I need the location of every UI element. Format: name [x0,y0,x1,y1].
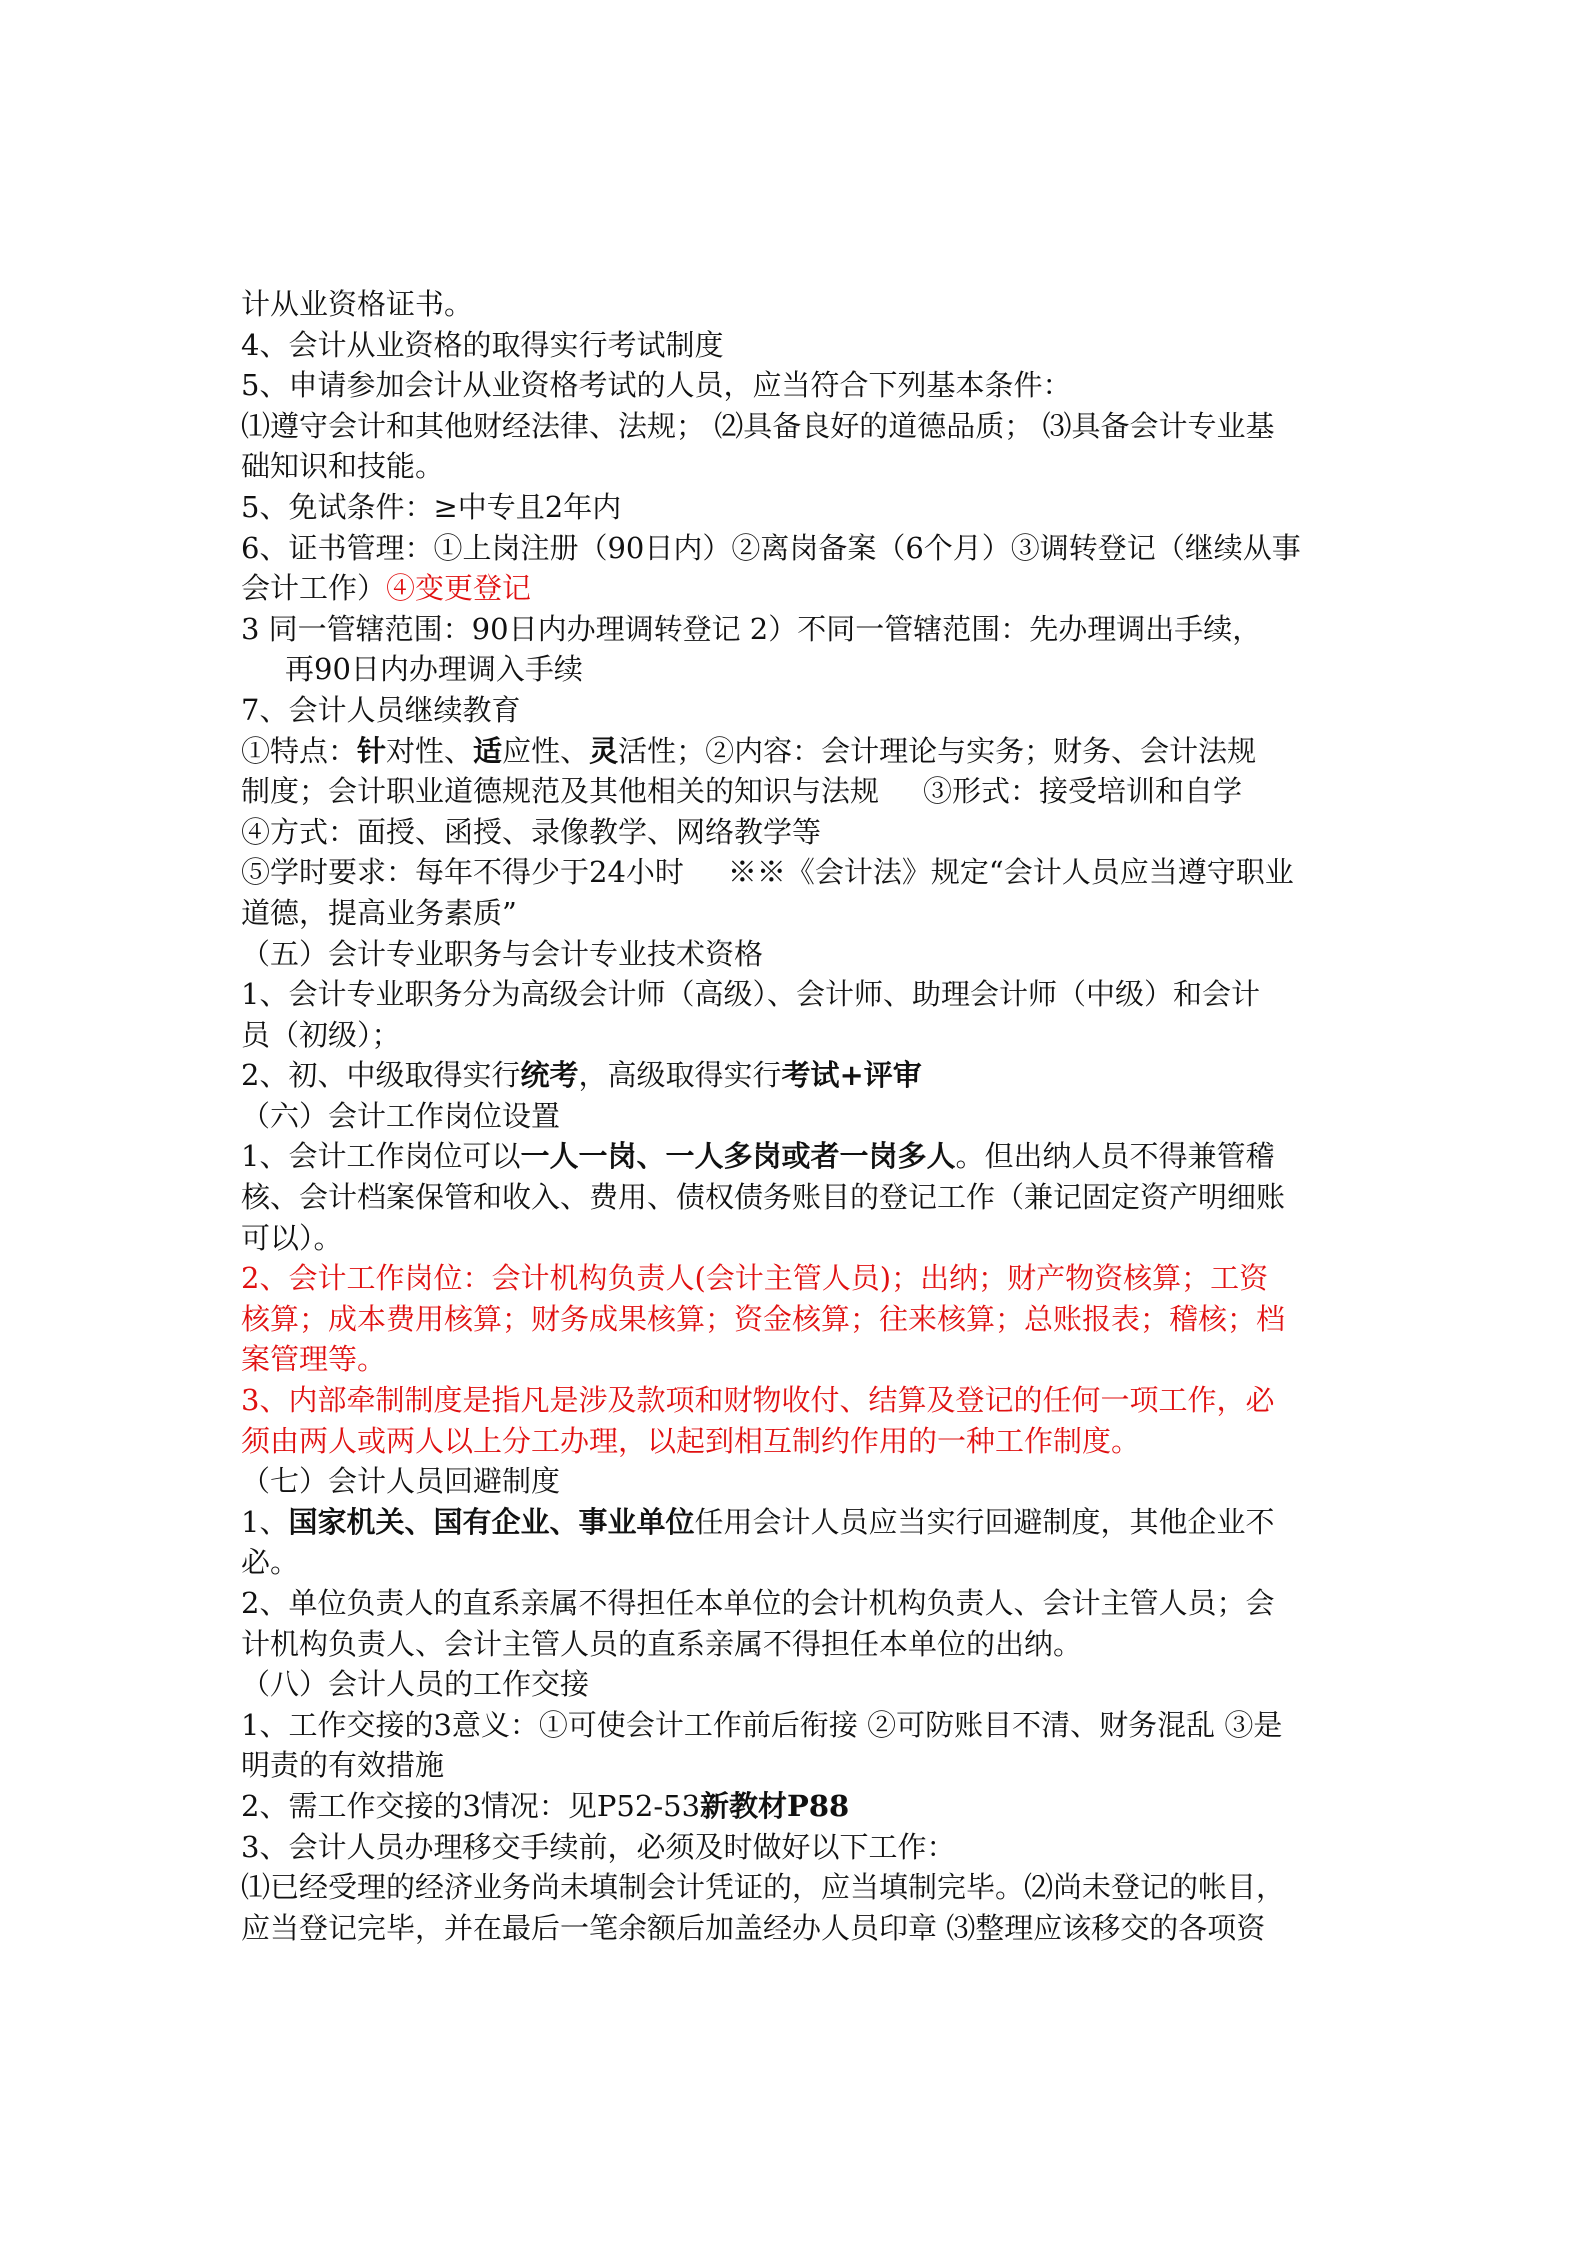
text-line: 必。 [241,1545,300,1580]
section-heading: （七）会计人员回避制度 [241,1464,561,1499]
text-line: ⑴遵守会计和其他财经法律、法规； ⑵具备良好的道德品质； ⑶具备会计专业基 [241,408,1275,443]
bold-text: 国家机关、国有企业、事业单位 [288,1504,695,1539]
text-segment: ①特点： [241,733,358,768]
text-line: 3 同一管辖范围：90日内办理调转登记 2）不同一管辖范围：先办理调出手续， [241,611,1262,646]
text-line [241,731,1361,772]
bold-text: 适 [473,733,503,768]
text-line: 计从业资格证书。 [241,287,474,321]
text-segment: 制度；会计职业道德规范及其他相关的知识与法规 [241,774,880,809]
bold-text: 灵 [589,733,619,768]
text-segment: ③形式：接受培训和自学 [923,774,1243,809]
text-segment: 。但出纳人员不得兼管稽 [955,1139,1275,1174]
text-segment: 对性、 [386,733,474,768]
text-line: 道德，提高业务素质” [241,895,517,930]
text-line [241,771,1361,812]
text-line [241,1055,1361,1096]
text-segment: 应性、 [502,733,590,768]
text-segment: 会计工作） [241,571,387,606]
bold-text: 针 [357,733,387,768]
text-line: 3、会计人员办理移交手续前，必须及时做好以下工作： [241,1829,956,1864]
text-line: 4、会计从业资格的取得实行考试制度 [241,327,724,362]
text-line: ④方式：面授、函授、录像教学、网络教学等 [241,814,822,849]
bold-text: 一人一岗、一人多岗或者一岗多人 [520,1139,956,1174]
text-segment: 2、需工作交接的3情况：见P52-53 [241,1788,701,1823]
text-line: 础知识和技能。 [241,449,445,484]
bold-text: 新教材P88 [700,1788,850,1823]
red-text-line: 核算；成本费用核算；财务成果核算；资金核算；往来核算；总账报表；稽核；档 [241,1301,1286,1336]
text-segment: 活性；②内容：会计理论与实务；财务、会计法规 [618,733,1257,768]
bold-text: 统考 [520,1058,579,1093]
text-line: 2、单位负责人的直系亲属不得担任本单位的会计机构负责人、会计主管人员；会 [241,1586,1275,1620]
section-heading: （五）会计专业职务与会计专业技术资格 [241,936,764,971]
text-line [241,1502,1361,1543]
bold-text: 考试+评审 [781,1058,922,1093]
text-segment: ⑤学时要求：每年不得少于24小时 [241,855,684,890]
text-line [241,852,1361,893]
text-segment: 1、会计工作岗位可以 [241,1139,521,1174]
text-line: 1、工作交接的3意义：①可使会计工作前后衔接 ②可防账目不清、财务混乱 ③是 [241,1707,1283,1742]
text-line: 员（初级）； [241,1017,401,1052]
text-segment: 任用会计人员应当实行回避制度，其他企业不 [694,1504,1275,1539]
text-line [241,1136,1361,1177]
text-segment: 1、 [241,1504,289,1539]
text-line: 5、免试条件：≥中专且2年内 [241,489,622,524]
section-heading: （八）会计人员的工作交接 [241,1667,590,1702]
text-line: 可以）。 [241,1220,343,1255]
text-line [241,568,1361,609]
text-line: 6、证书管理：①上岗注册（90日内）②离岗备案（6个月）③调转登记（继续从事 [241,530,1301,565]
red-text-line: 案管理等。 [241,1342,387,1377]
text-line: 明责的有效措施 [241,1748,445,1783]
page-body [241,284,1361,1948]
text-line: 核、会计档案保管和收入、费用、债权债务账目的登记工作（兼记固定资产明细账 [241,1180,1286,1215]
text-line: ⑴已经受理的经济业务尚未填制会计凭证的，应当填制完毕。⑵尚未登记的帐目， [241,1870,1286,1905]
section-heading: （六）会计工作岗位设置 [241,1098,561,1133]
text-line: 计机构负责人、会计主管人员的直系亲属不得担任本单位的出纳。 [241,1626,1083,1661]
red-text-line: 3、内部牵制制度是指凡是涉及款项和财物收付、结算及登记的任何一项工作，必 [241,1383,1275,1418]
text-line: 1、会计专业职务分为高级会计师（高级）、会计师、助理会计师（中级）和会计 [241,977,1260,1012]
text-segment: 2、初、中级取得实行 [241,1058,521,1093]
red-text-line: 须由两人或两人以上分工办理，以起到相互制约作用的一种工作制度。 [241,1423,1141,1458]
red-text-line: 2、会计工作岗位：会计机构负责人(会计主管人员)；出纳；财产物资核算；工资 [241,1261,1269,1296]
text-line: 应当登记完毕，并在最后一笔余额后加盖经办人员印章 ⑶整理应该移交的各项资 [241,1910,1266,1945]
text-line [241,1786,1361,1827]
highlight-red: ④变更登记 [386,571,532,606]
text-line: 再90日内办理调入手续 [285,652,583,687]
text-segment: ※※《会计法》规定“会计人员应当遵守职业 [727,855,1294,890]
text-line: 5、申请参加会计从业资格考试的人员，应当符合下列基本条件： [241,368,1072,403]
text-segment: ，高级取得实行 [578,1058,782,1093]
text-line: 7、会计人员继续教育 [241,692,521,727]
